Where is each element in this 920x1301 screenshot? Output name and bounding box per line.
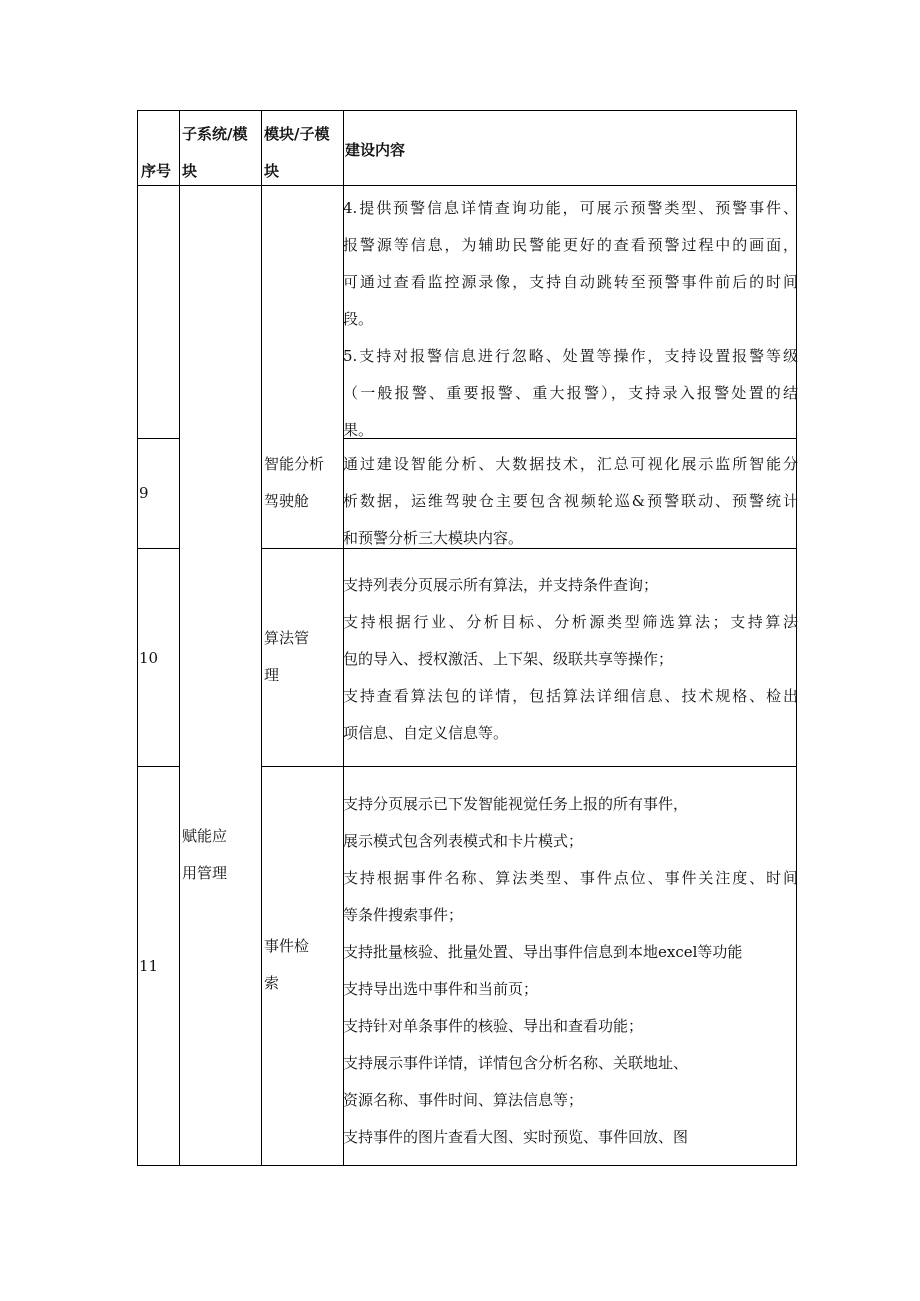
row11-line-10: 支持事件的图片查看大图、实时预览、事件回放、图 (343, 1128, 689, 1146)
row10-module-line2: 理 (264, 666, 280, 684)
rule-bottom (137, 1165, 797, 1166)
row9-line-3: 和预警分析三大模块内容。 (343, 529, 524, 547)
header-module-line1: 模块/子模 (264, 125, 330, 143)
rule-row9-seq-bottom (137, 548, 179, 549)
row-cont-content (343, 190, 798, 449)
row11-line-5: 支持批量核验、批量处置、导出事件信息到本地excel等功能 (343, 943, 743, 961)
row11-line-3: 支持根据事件名称、算法类型、事件点位、事件关注度、时间 (343, 869, 798, 887)
header-content: 建设内容 (345, 141, 406, 159)
row-cont-line-4: 段。 (343, 310, 374, 328)
row-cont-line-2: 报警源等信息，为辅助民警能更好的查看预警过程中的画面， (343, 236, 798, 254)
rule-row10-seq-bottom (137, 766, 179, 767)
row11-line-8: 支持展示事件详情，详情包含分析名称、关联地址、 (343, 1054, 689, 1072)
rule-left (137, 110, 138, 1166)
row11-line-9: 资源名称、事件时间、算法信息等； (343, 1091, 584, 1109)
row-cont-line-5: 5.支持对报警信息进行忽略、处置等操作，支持设置报警等级 (343, 347, 798, 365)
row11-line-2: 展示模式包含列表模式和卡片模式； (343, 832, 584, 850)
row11-line-4: 等条件搜索事件； (343, 906, 464, 924)
row10-line-3: 包的导入、授权激活、上下架、级联共享等操作； (343, 650, 674, 668)
row-cont-line-1: 4.提供预警信息详情查询功能，可展示预警类型、预警事件、 (343, 199, 798, 217)
rule-top (137, 110, 797, 111)
subsystem-merged-line2: 用管理 (182, 864, 228, 882)
rule-header-bottom (137, 185, 797, 186)
row10-content (343, 567, 798, 752)
header-module-line2: 块 (264, 162, 280, 180)
row10-line-1: 支持列表分页展示所有算法，并支持条件查询； (343, 576, 659, 594)
row11-module-line2: 索 (264, 974, 280, 992)
row11-line-7: 支持针对单条事件的核验、导出和查看功能； (343, 1017, 644, 1035)
row9-seq: 9 (139, 484, 149, 502)
header-subsystem-line2: 块 (182, 162, 198, 180)
rule-col2 (261, 110, 262, 1166)
row10-line-2: 支持根据行业、分析目标、分析源类型筛选算法；支持算法 (343, 613, 798, 631)
row-cont-line-7: 果。 (343, 421, 374, 439)
row-cont-line-3: 可通过查看监控源录像，支持自动跳转至预警事件前后的时间 (343, 273, 798, 291)
row9-content (343, 446, 798, 557)
row11-line-1: 支持分页展示已下发智能视觉任务上报的所有事件， (343, 795, 689, 813)
header-subsystem-line1: 子系统/模 (182, 125, 248, 143)
rule-col1 (179, 110, 180, 1166)
row11-seq: 11 (139, 957, 159, 975)
row9-line-2: 析数据，运维驾驶仓主要包含视频轮巡&预警联动、预警统计 (343, 492, 798, 510)
header-seq: 序号 (141, 162, 172, 180)
row9-line-1: 通过建设智能分析、大数据技术，汇总可视化展示监所智能分 (343, 455, 798, 473)
row10-line-4: 支持查看算法包的详情，包括算法详细信息、技术规格、检出 (343, 687, 798, 705)
row10-seq: 10 (139, 649, 159, 667)
row-cont-line-6: （一般报警、重要报警、重大报警），支持录入报警处置的结 (343, 384, 798, 402)
construction-table (137, 110, 797, 1166)
row11-module-line1: 事件检 (264, 937, 310, 955)
row10-module-line1: 算法管 (264, 629, 310, 647)
row11-content (343, 786, 798, 1156)
rule-row10-bottom (261, 766, 797, 767)
row11-line-6: 支持导出选中事件和当前页； (343, 980, 539, 998)
row10-line-5: 项信息、自定义信息等。 (343, 724, 509, 742)
row9-module-line1: 智能分析 (264, 455, 325, 473)
subsystem-merged-line1: 赋能应 (182, 827, 228, 845)
row9-module-line2: 驾驶舱 (264, 492, 310, 510)
rule-seq-split (137, 438, 179, 439)
